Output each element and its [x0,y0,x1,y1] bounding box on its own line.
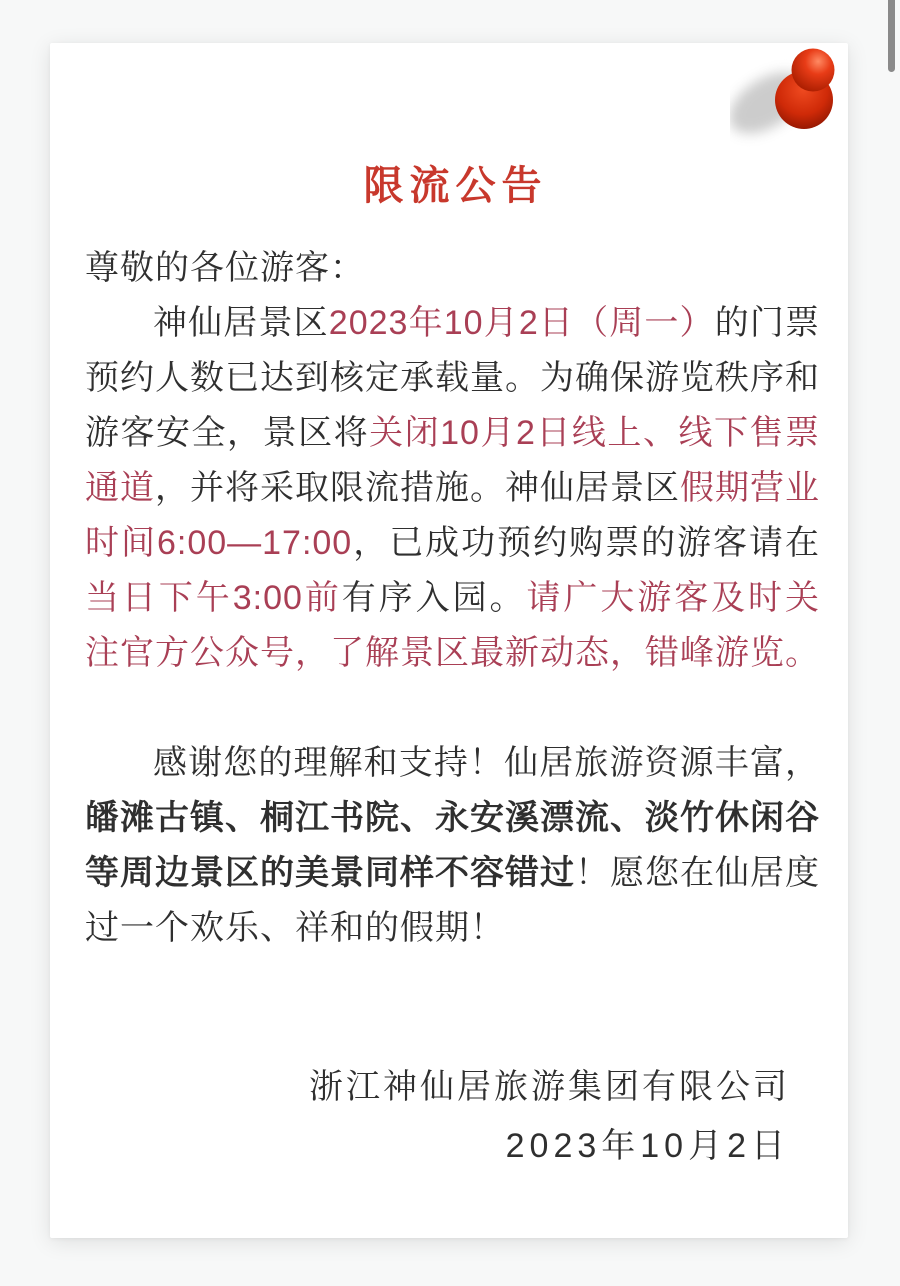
p1-seg9-text: 有序入园。 [341,579,527,617]
p1-seg10-highlight: 请广大游客及时关注官方公众号，了解景区最新动态，错峰游览。 [85,579,820,672]
p1-seg7-text: ，已成功预约购票的游客请在 [352,524,821,562]
salutation-line: 尊敬的各位游客： [85,249,365,287]
pushpin-icon [730,43,890,163]
p1-seg8-highlight: 当日下午3:00前 [85,579,342,617]
paragraph-2 [85,736,820,956]
notice-title: 限流公告 [363,164,548,208]
p2-seg1-text: 感谢您的理解和支持！仙居旅游资源丰富， [153,744,820,782]
signature-block [85,1060,820,1174]
signature-line: 浙江神仙居旅游集团有限公司 [309,1068,790,1106]
notice-card [50,43,848,1238]
p1-seg4-highlight: 关闭10月2日线上、线下售票通道 [85,414,820,507]
scrollbar-thumb[interactable] [888,0,895,72]
p1-seg6-highlight: 假期营业时间6:00—17:00 [85,469,820,562]
p1-seg1-text: 神仙居景区 [153,304,329,342]
date-line: 2023年10月2日 [505,1127,790,1165]
p2-seg2-bold-text: 皤滩古镇、桐江书院、永安溪漂流、淡竹休闲谷等周边景区的美景同样不容错过 [85,799,820,892]
p2-seg3-text: ！愿您在仙居度过一个欢乐、祥和的假期！ [85,854,820,947]
p1-seg3-text: 的门票预约人数已达到核定承载量。为确保游览秩序和游客安全，景区将 [85,304,821,452]
paragraph-1 [85,296,820,681]
p1-seg5-text: ，并将采取限流措施。神仙居景区 [155,469,680,507]
p1-seg2-highlight: 2023年10月2日（周一） [328,304,715,342]
